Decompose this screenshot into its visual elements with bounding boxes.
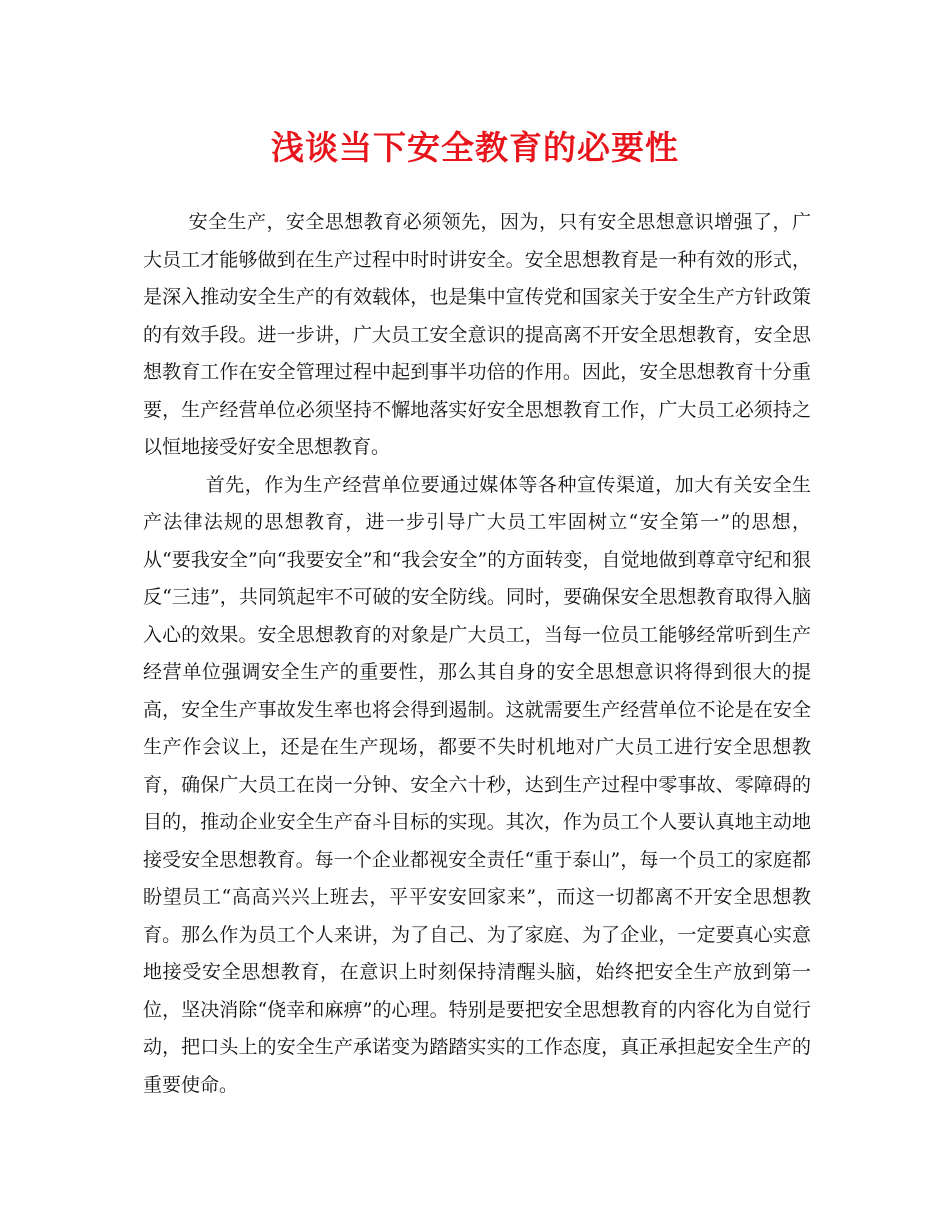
document-title: 浅谈当下安全教育的必要性 bbox=[271, 128, 679, 167]
document-body bbox=[143, 204, 811, 1104]
paragraph-intro: 安全生产，安全思想教育必须领先，因为，只有安全思想意识增强了，广大员工才能够做到在生产过程中时时讲安全。安全思想教育是一种有效的形式，是深入推动安全生产的有效载体，也是集中宣传党和国家关于安全生产方针政策的有效手段。进一步讲，广大员工安全意识的提高离不开安全思想教育，安全思想教育工作在安全管理过程中起到事半功倍的作用。因此，安全思想教育十分重要，生产经营单位必须坚持不懈地落实好安全思想教育工作，广大员工必须持之以恒地接受好安全思想教育。 bbox=[143, 211, 811, 458]
paragraph-main: 首先，作为生产经营单位要通过媒体等各种宣传渠道，加大有关安全生产法律法规的思想教育，进一步引导广大员工牢固树立“安全第一”的思想，从“要我安全”向“我要安全”和“我会安全”的方面转变，自觉地做到尊章守纪和狠反“三违”，共同筑起牢不可破的安全防线。同时，要确保安全思想教育取得入脑入心的效果。安全思想教育的对象是广大员工，当每一位员工能够经常听到生产经营单位强调安全生产的重要性，那么其自身的安全思想意识将得到很大的提高，安全生产事故发生率也将会得到遏制。这就需要生产经营单位不论是在安全生产作会议上，还是在生产现场，都要不失时机地对广大员工进行安全思想教育，确保广大员工在岗一分钟、安全六十秒，达到生产过程中零事故、零障碍的目的，推动企业安全生产奋斗目标的实现。其次，作为员工个人要认真地主动地接受安全思想教育。每一个企业都视安全责任“重于泰山”，每一个员工的家庭都盼望员工“高高兴兴上班去，平平安安回家来”，而这一切都离不开安全思想教育。那么作为员工个人来讲，为了自己、为了家庭、为了企业，一定要真心实意地接受安全思想教育，在意识上时刻保持清醒头脑，始终把安全生产放到第一位，坚决消除“侥幸和麻痹”的心理。特别是要把安全思想教育的内容化为自觉行动，把口头上的安全生产承诺变为踏踏实实的工作态度，真正承担起安全生产的重要使命。 bbox=[143, 473, 811, 1096]
